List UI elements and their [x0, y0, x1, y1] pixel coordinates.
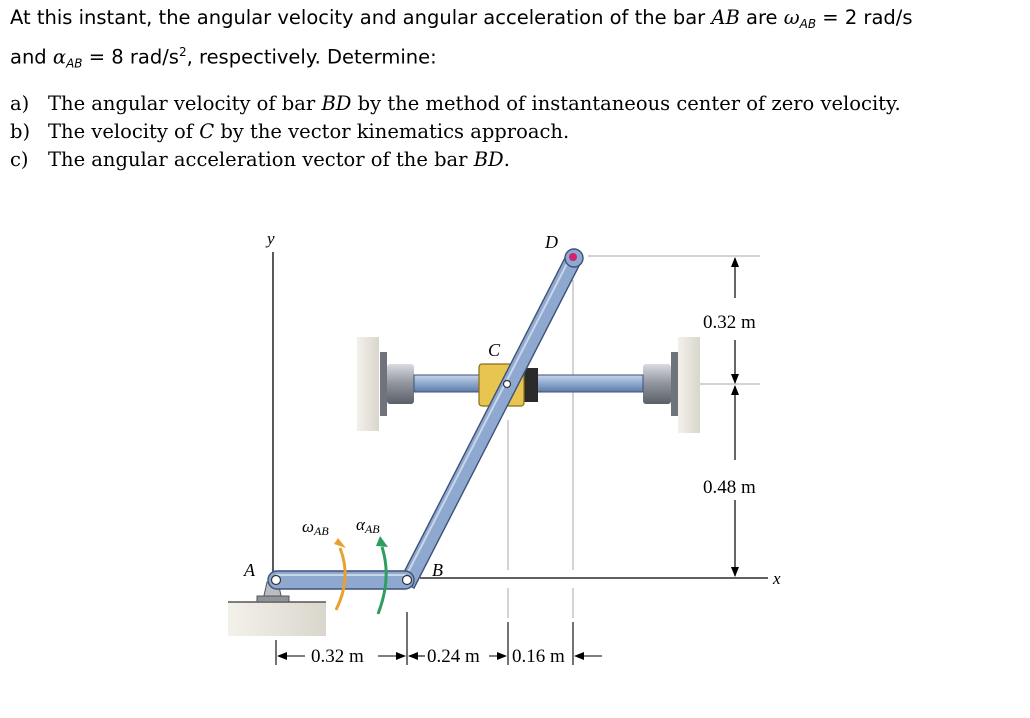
alpha-ab-label: αAB [356, 515, 380, 536]
pin-d [569, 253, 577, 261]
y-axis-label: y [267, 229, 275, 248]
label-b: B [432, 560, 443, 580]
alpha-symbol: α [52, 45, 67, 69]
intro-text: At this instant, the angular velocity and angular acceleration of the bar [10, 6, 712, 29]
squared-exponent: 2 [178, 45, 187, 59]
question-symbol: C [199, 120, 215, 143]
right-wall [678, 337, 700, 433]
dim-024-horizontal: 0.24 m [427, 646, 480, 667]
left-hub [387, 364, 414, 404]
alpha-arrowhead [376, 536, 388, 547]
label-a: A [244, 560, 255, 580]
question-text: . [503, 148, 510, 171]
and-text: and [10, 45, 53, 69]
omega-value: = 2 rad/s [816, 6, 913, 29]
pin-c [504, 381, 511, 388]
question-text: The velocity of [48, 120, 200, 143]
question-label: c) [10, 148, 29, 171]
intro-are: are [739, 6, 784, 29]
bar-ab [268, 571, 414, 589]
right-hub [643, 364, 671, 404]
omega-symbol: ω [783, 6, 800, 29]
right-flange [671, 352, 678, 416]
x-axis-label: x [773, 569, 781, 588]
question-text: The angular acceleration vector of the bar [48, 148, 474, 171]
question-symbol: BD [473, 148, 504, 171]
dim-048-vertical: 0.48 m [703, 477, 756, 498]
question-text: by the method of instantaneous center of zero velocity. [351, 92, 901, 115]
intro-end: , respectively. Determine: [186, 45, 437, 69]
left-flange [380, 352, 387, 416]
ground-a [228, 602, 326, 636]
question-text: The angular velocity of bar [48, 92, 322, 115]
omega-ab-label: ωAB [302, 517, 329, 538]
question-label: a) [10, 92, 30, 115]
pin-a [272, 576, 281, 585]
pin-b [403, 576, 412, 585]
question-text: by the vector kinematics approach. [214, 120, 570, 143]
label-c: C [488, 340, 501, 360]
question-symbol: BD [321, 92, 352, 115]
question-label: b) [10, 120, 31, 143]
dim-016-horizontal: 0.16 m [512, 646, 565, 667]
omega-arrowhead [334, 538, 346, 548]
bar-bd [400, 252, 582, 588]
bar-ab-symbol: AB [711, 6, 740, 29]
dim-032-horizontal: 0.32 m [311, 646, 364, 667]
bar-bd-highlight [404, 254, 572, 580]
alpha-subscript: AB [66, 56, 83, 71]
omega-subscript: AB [799, 17, 817, 31]
dim-032-vertical: 0.32 m [703, 312, 756, 333]
label-d: D [545, 232, 558, 252]
left-wall [357, 337, 379, 431]
alpha-value: = 8 rad/s [82, 45, 179, 69]
support-base [257, 596, 289, 602]
